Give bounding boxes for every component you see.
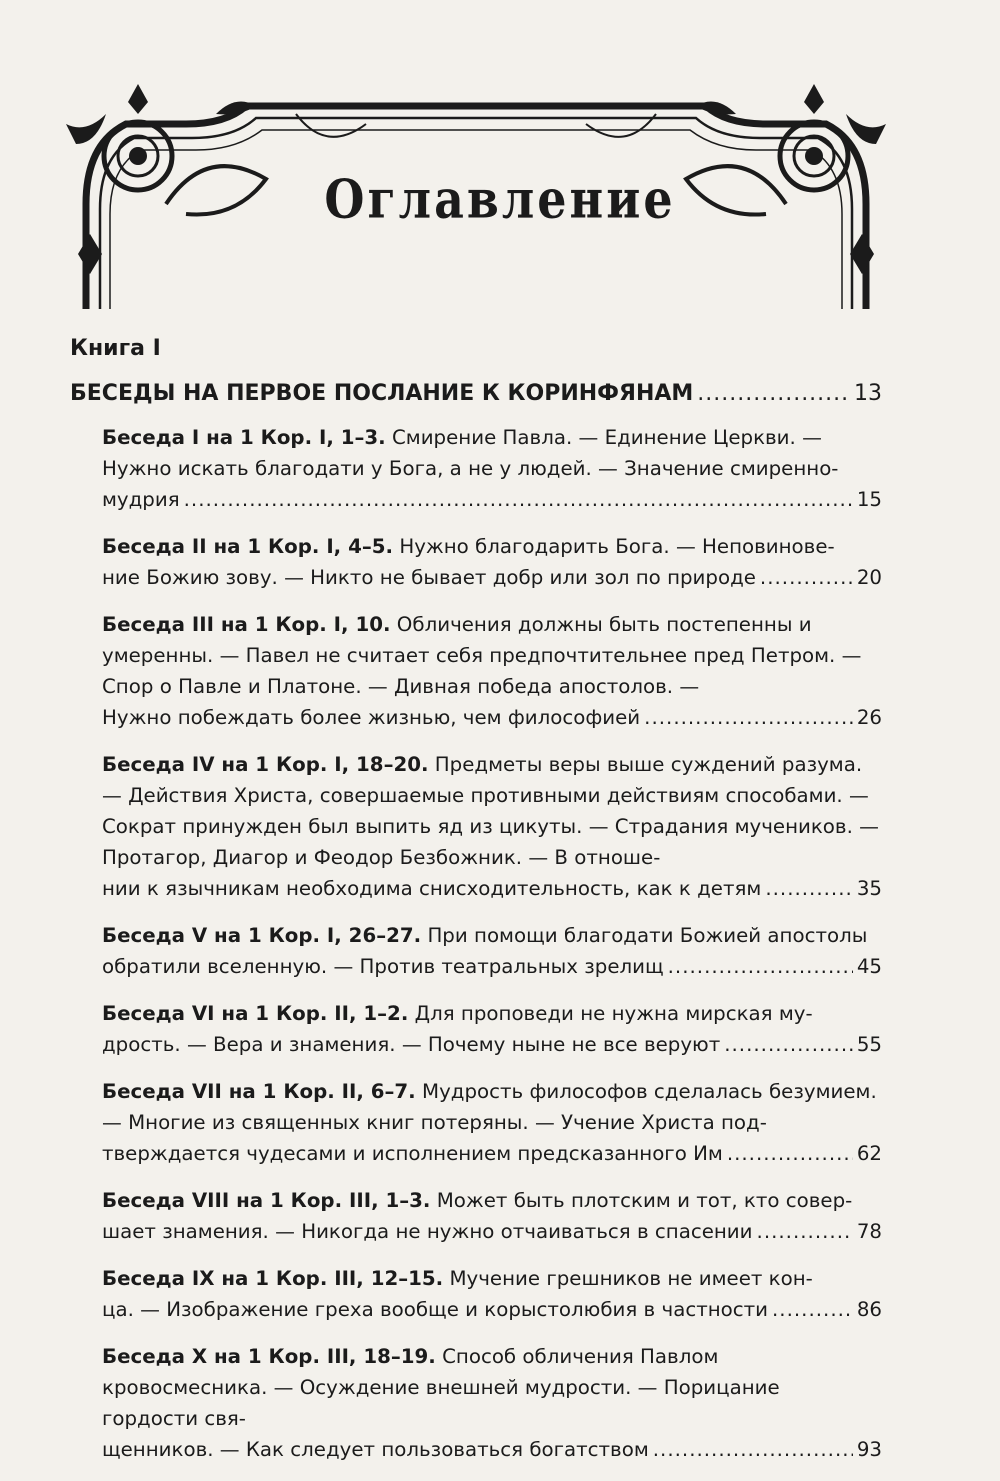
entry-page-number: 26 <box>856 706 882 729</box>
toc-entry[interactable] <box>102 749 882 904</box>
toc-entry[interactable] <box>102 1076 882 1169</box>
dot-leader <box>697 381 850 406</box>
entry-text: Мучение грешников не имеет кон- <box>449 1267 813 1290</box>
dot-leader <box>727 1138 853 1169</box>
section-page-number: 13 <box>854 381 882 406</box>
toc-entry[interactable] <box>102 998 882 1060</box>
entry-page-number: 55 <box>856 1033 882 1056</box>
toc-entry[interactable] <box>102 1341 882 1465</box>
entry-heading: Беседа VI на 1 Кор. II, 1–2. <box>102 1002 409 1025</box>
entry-heading: Беседа IV на 1 Кор. I, 18–20. <box>102 753 429 776</box>
section-title: БЕСЕДЫ НА ПЕРВОЕ ПОСЛАНИЕ К КОРИНФЯНАМ <box>70 381 694 406</box>
entry-text: Смирение Павла. — Единение Церкви. — Нужно искать благодати у Бога, а не у людей. — Значение смиренно- <box>102 426 839 480</box>
toc-entry[interactable] <box>102 920 882 982</box>
entry-heading: Беседа I на 1 Кор. I, 1–3. <box>102 426 386 449</box>
entry-last-line: мудрия <box>102 488 180 511</box>
entry-last-line: щенников. — Как следует пользоваться богатством <box>102 1438 649 1461</box>
entry-text: Нужно благодарить Бога. — Неповинове- <box>399 535 835 558</box>
entry-heading: Беседа IX на 1 Кор. III, 12–15. <box>102 1267 444 1290</box>
entry-heading: Беседа V на 1 Кор. I, 26–27. <box>102 924 422 947</box>
toc-entry[interactable] <box>102 531 882 593</box>
entry-text: Предметы веры выше суждений разума. — Действия Христа, совершаемые противными действиям способами. — Сократ принужден был выпить яд из цикуты. — Страдания мучеников. — Протагор, Диагор и Феодор Безбожник. — В отноше- <box>102 753 879 869</box>
entry-page-number: 86 <box>856 1298 882 1321</box>
dot-leader <box>644 702 853 733</box>
table-of-contents <box>70 336 882 1481</box>
entry-heading: Беседа VIII на 1 Кор. III, 1–3. <box>102 1189 431 1212</box>
entry-heading: Беседа II на 1 Кор. I, 4–5. <box>102 535 394 558</box>
dot-leader <box>760 562 853 593</box>
entry-last-line: ние Божию зову. — Никто не бывает добр или зол по природе <box>102 566 756 589</box>
dot-leader <box>653 1434 853 1465</box>
entry-page-number: 62 <box>856 1142 882 1165</box>
dot-leader <box>724 1029 853 1060</box>
entry-page-number: 45 <box>856 955 882 978</box>
dot-leader <box>757 1216 853 1247</box>
dot-leader <box>765 873 853 904</box>
entry-heading: Беседа III на 1 Кор. I, 10. <box>102 613 391 636</box>
section-heading-row[interactable] <box>70 381 882 406</box>
entry-text: При помощи благодати Божией апостолы <box>427 924 868 947</box>
entry-last-line: Нужно побеждать более жизнью, чем философией <box>102 706 641 729</box>
entry-page-number: 93 <box>856 1438 882 1461</box>
dot-leader <box>668 951 853 982</box>
entry-last-line: дрость. — Вера и знамения. — Почему ныне не все веруют <box>102 1033 721 1056</box>
book-label: Книга I <box>70 336 161 361</box>
entry-page-number: 20 <box>856 566 882 589</box>
dot-leader <box>772 1294 853 1325</box>
entry-text: Может быть плотским и тот, кто совер- <box>436 1189 853 1212</box>
entry-page-number: 35 <box>856 877 882 900</box>
entry-text: Мудрость философов сделалась безумием. — Многие из священных книг потеряны. — Учение Христа под- <box>102 1080 877 1134</box>
entry-heading: Беседа VII на 1 Кор. II, 6–7. <box>102 1080 416 1103</box>
entry-text: Обличения должны быть постепенны и умеренны. — Павел не считает себя предпочтительнее пред Петром. — Спор о Павле и Платоне. — Дивная победа апостолов. — <box>102 613 862 698</box>
toc-entry[interactable] <box>102 1263 882 1325</box>
entry-heading: Беседа X на 1 Кор. III, 18–19. <box>102 1345 436 1368</box>
toc-entry[interactable] <box>102 422 882 515</box>
dot-leader <box>184 484 853 515</box>
entry-last-line: обратили вселенную. — Против театральных зрелищ <box>102 955 664 978</box>
entry-text: Для проповеди не нужна мирская му- <box>414 1002 813 1025</box>
entry-page-number: 15 <box>856 488 882 511</box>
entry-page-number: 78 <box>856 1220 882 1243</box>
entry-last-line: тверждается чудесами и исполнением предсказанного Им <box>102 1142 723 1165</box>
entry-text: Способ обличения Павлом кровосмесника. — Осуждение внешней мудрости. — Порицание гордости свя- <box>102 1345 780 1430</box>
entry-last-line: шает знамения. — Никогда не нужно отчаиваться в спасении <box>102 1220 753 1243</box>
entry-last-line: нии к язычникам необходима снисходительность, как к детям <box>102 877 762 900</box>
entry-last-line: ца. — Изображение греха вообще и корыстолюбия в частности <box>102 1298 769 1321</box>
toc-entry[interactable] <box>102 1185 882 1247</box>
toc-entry[interactable] <box>102 609 882 733</box>
page-title: Оглавление <box>324 167 676 231</box>
